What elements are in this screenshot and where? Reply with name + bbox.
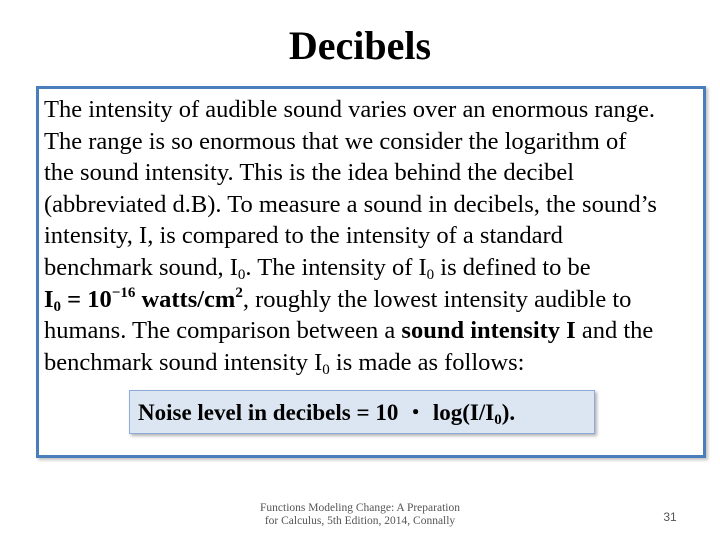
line9-sub: 0 bbox=[322, 361, 330, 378]
slide-title: Decibels bbox=[288, 23, 432, 68]
body-line-7 bbox=[44, 284, 704, 316]
formula-sub: 0 bbox=[494, 412, 502, 428]
content-box bbox=[36, 86, 706, 458]
ref-unit-exponent: 2 bbox=[235, 284, 243, 301]
footer-line-2: for Calculus, 5th Edition, 2014, Connally bbox=[264, 515, 456, 527]
line6-text: benchmark sound, I bbox=[44, 253, 238, 281]
line9-text: benchmark sound intensity I bbox=[44, 348, 323, 376]
line8-text2: and the bbox=[575, 317, 654, 345]
body-line-8 bbox=[44, 315, 704, 347]
line8-text: humans. The comparison between a bbox=[44, 317, 402, 345]
line6-sub: 0 bbox=[237, 266, 246, 283]
body-line-9 bbox=[44, 347, 704, 379]
body-line-4: (abbreviated d.B). To measure a sound in decibels, the sound’s bbox=[44, 190, 657, 218]
line6-sub2: 0 bbox=[426, 266, 435, 283]
ref-exponent: −16 bbox=[111, 284, 136, 301]
footer-line-1: Functions Modeling Change: A Preparation bbox=[260, 502, 460, 514]
ref-unit: watts/cm bbox=[135, 285, 236, 313]
line6-text2: . The intensity of I bbox=[245, 253, 427, 281]
reference-intensity bbox=[44, 286, 243, 313]
body-text bbox=[44, 94, 704, 378]
line7-text: , roughly the lowest intensity audible to bbox=[242, 285, 632, 313]
page-number: 31 bbox=[663, 510, 677, 524]
formula-text2: ). bbox=[501, 400, 516, 425]
line9-text2: is made as follows: bbox=[329, 348, 525, 376]
body-line-6 bbox=[44, 252, 704, 284]
footer-citation bbox=[230, 502, 490, 528]
line6-text3: is defined to be bbox=[434, 253, 591, 281]
line8-bold: sound intensity I bbox=[401, 317, 576, 345]
body-line-3: the sound intensity. This is the idea behind the decibel bbox=[44, 159, 575, 187]
formula-text: Noise level in decibels = 10 ・ log(I/I bbox=[138, 400, 495, 425]
body-line-5: intensity, I, is compared to the intensity of a standard bbox=[44, 222, 563, 250]
body-line-2: The range is so enormous that we consider the logarithm of bbox=[44, 127, 627, 155]
ref-i: I bbox=[44, 285, 54, 313]
ref-sub: 0 bbox=[53, 298, 62, 315]
ref-eq: = 10 bbox=[61, 285, 112, 313]
body-line-1: The intensity of audible sound varies over an enormous range. bbox=[44, 96, 655, 123]
formula-box bbox=[129, 390, 595, 434]
